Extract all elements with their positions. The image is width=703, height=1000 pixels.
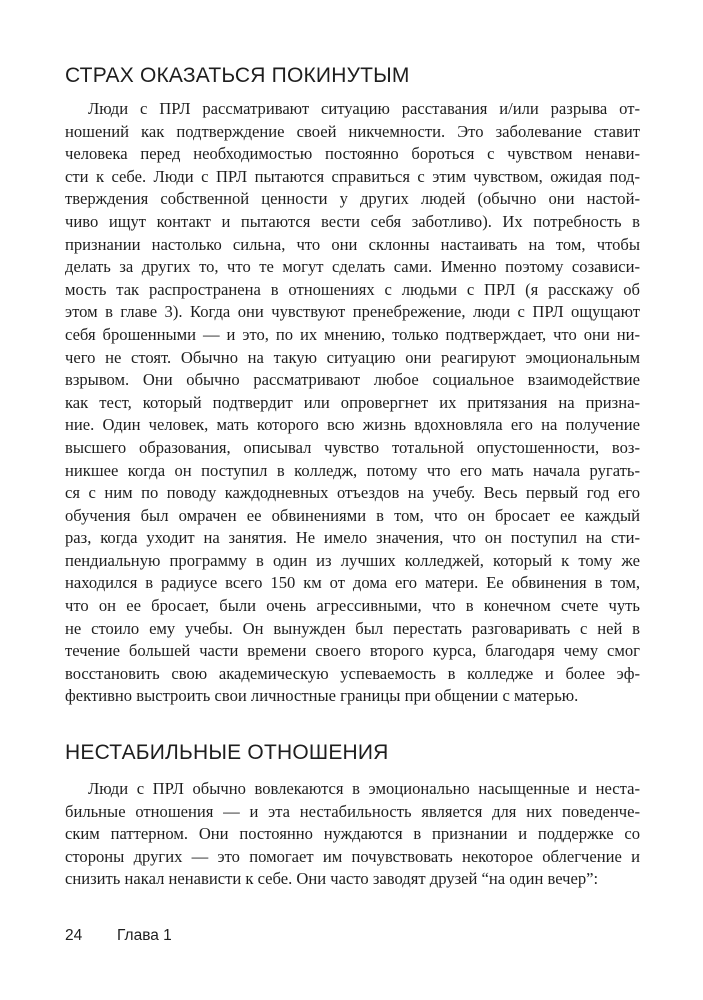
text-line: как тест, который подтвердит или опровергнет их притязания на призна-	[65, 392, 640, 412]
text-line: обучения был омрачен ее обвинениями в том, что он бросает ее каждый	[65, 505, 640, 525]
text-line: себя брошенными — и это, по их мнению, только подтверждает, что они ни-	[65, 324, 640, 344]
text-line: признании настолько сильна, что они склонны настаивать на том, чтобы	[65, 234, 640, 254]
section-paragraph	[65, 98, 640, 708]
text-line: стороны других — это помогает им почувствовать некоторое облегчение и	[65, 846, 640, 866]
text-line: этом в главе 3). Когда они чувствуют пренебрежение, люди с ПРЛ ощущают	[65, 302, 640, 322]
text-line: восстановить свою академическую успеваемость в колледже и более эф-	[65, 663, 640, 683]
page-number: 24	[65, 927, 83, 944]
text-line: Люди с ПРЛ рассматривают ситуацию расставания и/или разрыва от-	[88, 99, 640, 118]
text-line: высшего образования, описывал чувство тотальной опустошенности, воз-	[65, 437, 640, 457]
text-line: человека перед необходимостью постоянно бороться с чувством ненави-	[65, 144, 640, 164]
text-line: течение большей части времени своего второго курса, благодаря чему смог	[65, 641, 640, 661]
text-line: никшее когда он поступил в колледж, потому что его мать начала ругать-	[65, 460, 640, 480]
text-line: делать за других то, что те могут сделать сами. Именно поэтому созависи-	[65, 257, 640, 277]
text-line: фективно выстроить свои личностные границы при общении с матерью.	[65, 686, 579, 706]
text-line: снизить накал ненависти к себе. Они часто заводят друзей “на один вечер”:	[65, 869, 599, 889]
page-footer	[65, 926, 172, 946]
text-line: раз, когда уходит на занятия. Не имело значения, что он поступил на сти-	[65, 528, 640, 548]
section-heading: СТРАХ ОКАЗАТЬСЯ ПОКИНУТЫМ	[65, 64, 410, 87]
text-line: чиво ищут контакт и пытаются вести себя заботливо). Их потребность в	[65, 211, 640, 231]
text-line: сти к себе. Люди с ПРЛ пытаются справиться с этим чувством, ожидая под-	[65, 166, 640, 186]
text-line: бильные отношения — и эта нестабильность является для них поведенче-	[65, 801, 640, 821]
text-line: взрывом. Они обычно рассматривают любое социальное взаимодействие	[65, 370, 640, 390]
text-line: мость так распространена в отношениях с людьми с ПРЛ (я расскажу об	[65, 279, 640, 299]
text-line: Люди с ПРЛ обычно вовлекаются в эмоционально насыщенные и неста-	[88, 779, 640, 798]
text-line: ским паттерном. Они постоянно нуждаются в признании и поддержке со	[65, 824, 640, 844]
text-line: находился в радиусе всего 150 км от дома его матери. Ее обвинения в том,	[65, 573, 640, 593]
text-line: чего не стоят. Обычно на такую ситуацию они реагируют эмоциональным	[65, 347, 640, 367]
text-line: тверждения собственной ценности у других людей (обычно они настой-	[65, 189, 640, 209]
section-paragraph	[65, 778, 640, 891]
chapter-label: Глава 1	[117, 927, 172, 944]
text-line: ние. Один человек, мать которого всю жизнь вдохновляла его на получение	[65, 415, 640, 435]
section-heading: НЕСТАБИЛЬНЫЕ ОТНОШЕНИЯ	[65, 741, 389, 764]
text-line: ношений как подтверждение своей никчемности. Это заболевание ставит	[65, 121, 640, 141]
text-line: что он ее бросает, были очень агрессивными, что в конечном счете чуть	[65, 596, 640, 616]
text-line: пендиальную программу в один из лучших колледжей, который к тому же	[65, 550, 640, 570]
book-page	[65, 0, 640, 1000]
text-line: ся с ним по поводу каждодневных отъездов на учебу. Весь первый год его	[65, 483, 640, 503]
text-line: не стоило ему учебы. Он вынужден был перестать разговаривать с ней в	[65, 618, 640, 638]
